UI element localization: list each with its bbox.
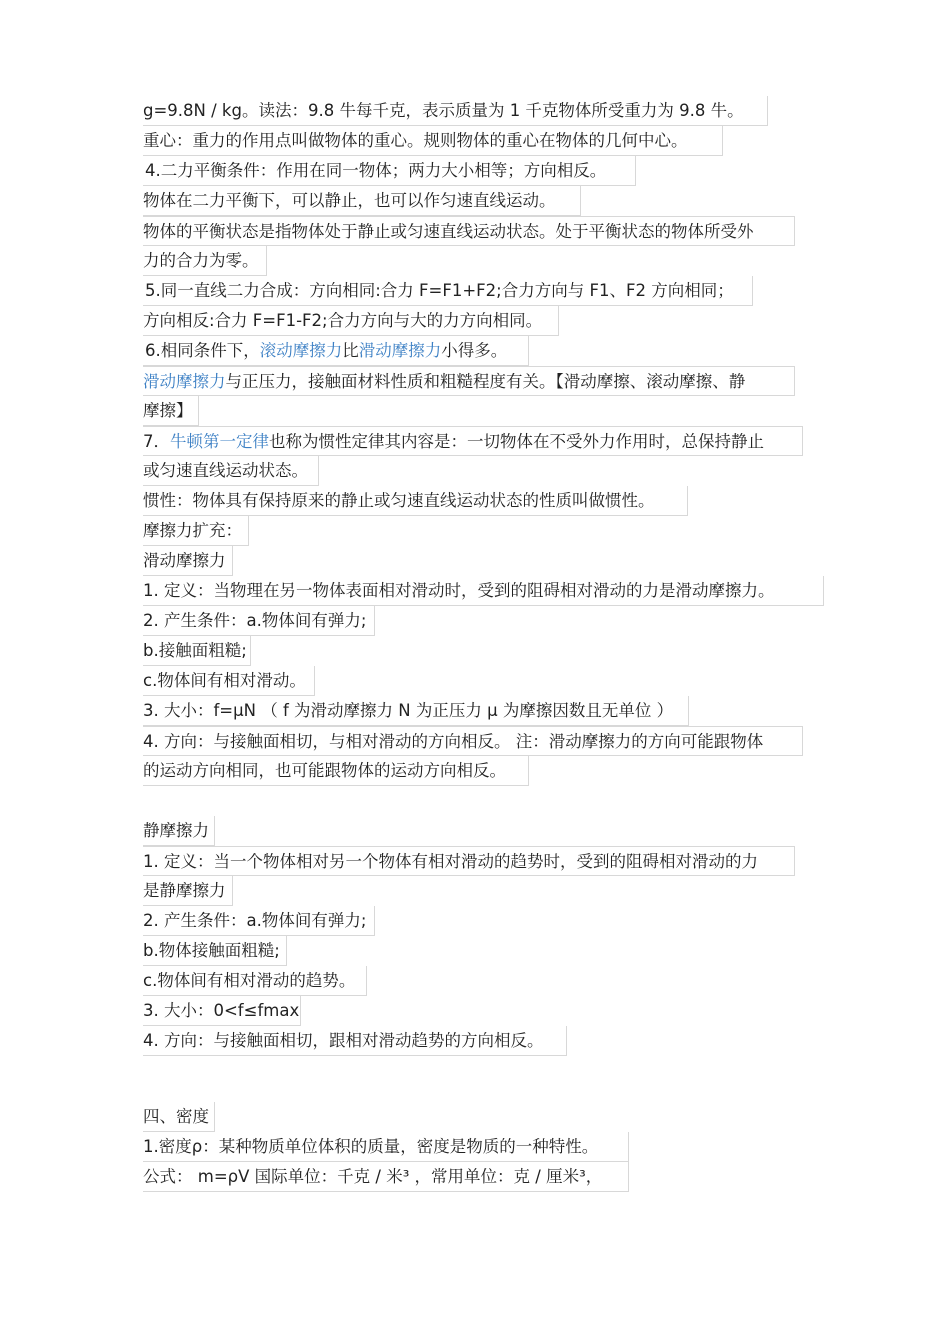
density-section-heading: 四、密度 [143,1102,215,1132]
sliding-friction-factors-line [143,366,795,396]
text-line [143,126,823,156]
rolling-friction-line [143,336,529,366]
text-line [143,1026,823,1056]
text-line [143,156,823,186]
text-line [143,546,823,576]
text-line [143,576,823,606]
sliding-friction-link[interactable]: 滑动摩擦力 [358,341,442,360]
rolling-friction-compare: 比 [342,341,359,360]
sliding-friction-heading: 滑动摩擦力 [143,546,233,576]
text-line [143,396,823,426]
text-line [143,486,823,516]
sliding-friction-factors-text: 与正压力，接触面材料性质和粗糙程度有关。【滑动摩擦、滚动摩擦、静 [225,372,746,391]
newton-first-law-line [143,426,803,456]
text-line [143,996,823,1026]
text-line [143,456,823,486]
text-line [143,1162,823,1192]
text-line [143,726,823,756]
friction-supplement-heading: 摩擦力扩充： [143,516,249,546]
text-line [143,426,823,456]
text-line [143,96,823,126]
rolling-friction-link[interactable]: 滚动摩擦力 [259,341,343,360]
newton-first-law-link[interactable]: 牛顿第一定律 [170,432,269,451]
text-line [143,1132,823,1162]
text-line [143,936,823,966]
gravity-constant-line: g=9.8N / kg。读法：9.8 牛每千克，表示质量为 1 千克物体所受重力为 9.8 牛。 [143,96,768,126]
newton-first-law-text: 也称为惯性定律其内容是：一切物体在不受外力作用时，总保持静止 [269,432,764,451]
balance-condition-line: 4.二力平衡条件：作用在同一物体；两力大小相等；方向相反。 [143,156,636,186]
sliding-friction-condition-c: c.物体间有相对滑动。 [143,666,315,696]
static-friction-condition-b: b.物体接触面粗糙; [143,936,287,966]
text-line [143,636,823,666]
text-line [143,1102,823,1132]
static-friction-definition-cont: 是静摩擦力 [143,876,233,906]
text-line [143,366,823,396]
rolling-friction-suffix: 小得多。 [441,341,508,360]
force-composition-same-line: 5.同一直线二力合成：方向相同:合力 F=F1+F2;合力方向与 F1、F2 方向相同； [143,276,753,306]
text-line [143,966,823,996]
section-gap [143,1056,823,1102]
static-friction-condition-c: c.物体间有相对滑动的趋势。 [143,966,367,996]
text-line [143,246,823,276]
text-line [143,816,823,846]
static-friction-magnitude: 3. 大小：0<f≤fmax [143,996,301,1026]
balance-motion-line: 物体在二力平衡下，可以静止，也可以作匀速直线运动。 [143,186,581,216]
equilibrium-state-line-cont: 力的合力为零。 [143,246,267,276]
sliding-friction-direction: 4. 方向：与接触面相切，与相对滑动的方向相反。 注：滑动摩擦力的方向可能跟物体 [143,726,803,756]
text-line [143,606,823,636]
static-friction-definition: 1. 定义：当一个物体相对另一个物体有相对滑动的趋势时，受到的阻碍相对滑动的力 [143,846,795,876]
text-line [143,756,823,786]
density-formula-units: 公式： m=ρV 国际单位：千克 / 米³ ，常用单位：克 / 厘米³， [143,1162,629,1192]
newton-first-law-line-cont: 或匀速直线运动状态。 [143,456,319,486]
static-friction-condition-a: 2. 产生条件：a.物体间有弹力; [143,906,375,936]
text-line [143,876,823,906]
text-line [143,846,823,876]
static-friction-heading: 静摩擦力 [143,816,215,846]
rolling-friction-prefix: 6.相同条件下， [145,341,260,360]
text-line [143,666,823,696]
text-line [143,696,823,726]
equilibrium-state-line: 物体的平衡状态是指物体处于静止或匀速直线运动状态。处于平衡状态的物体所受外 [143,216,795,246]
text-line [143,306,823,336]
sliding-friction-magnitude: 3. 大小：f=μN （ f 为滑动摩擦力 N 为正压力 μ 为摩擦因数且无单位 ） [143,696,689,726]
text-line [143,186,823,216]
text-line [143,906,823,936]
force-composition-opposite-line: 方向相反:合力 F=F1-F2;合力方向与大的力方向相同。 [143,306,559,336]
sliding-friction-definition: 1. 定义：当物理在另一物体表面相对滑动时，受到的阻碍相对滑动的力是滑动摩擦力。 [143,576,824,606]
paragraph-gap [143,786,823,816]
friction-types-line-cont: 摩擦】 [143,396,199,426]
inertia-definition-line: 惯性：物体具有保持原来的静止或匀速直线运动状态的性质叫做惯性。 [143,486,688,516]
newton-first-law-number: 7． [143,432,170,451]
text-line [143,516,823,546]
density-definition: 1.密度ρ：某种物质单位体积的质量，密度是物质的一种特性。 [143,1132,629,1162]
static-friction-direction: 4. 方向：与接触面相切，跟相对滑动趋势的方向相反。 [143,1026,567,1056]
sliding-friction-condition-a: 2. 产生条件：a.物体间有弹力; [143,606,375,636]
sliding-friction-link[interactable]: 滑动摩擦力 [143,372,226,391]
text-line [143,216,823,246]
sliding-friction-direction-cont: 的运动方向相同，也可能跟物体的运动方向相反。 [143,756,529,786]
text-line [143,336,823,366]
document-body [143,96,823,1192]
text-line [143,276,823,306]
sliding-friction-condition-b: b.接触面粗糙; [143,636,251,666]
center-of-gravity-line: 重心：重力的作用点叫做物体的重心。规则物体的重心在物体的几何中心。 [143,126,723,156]
